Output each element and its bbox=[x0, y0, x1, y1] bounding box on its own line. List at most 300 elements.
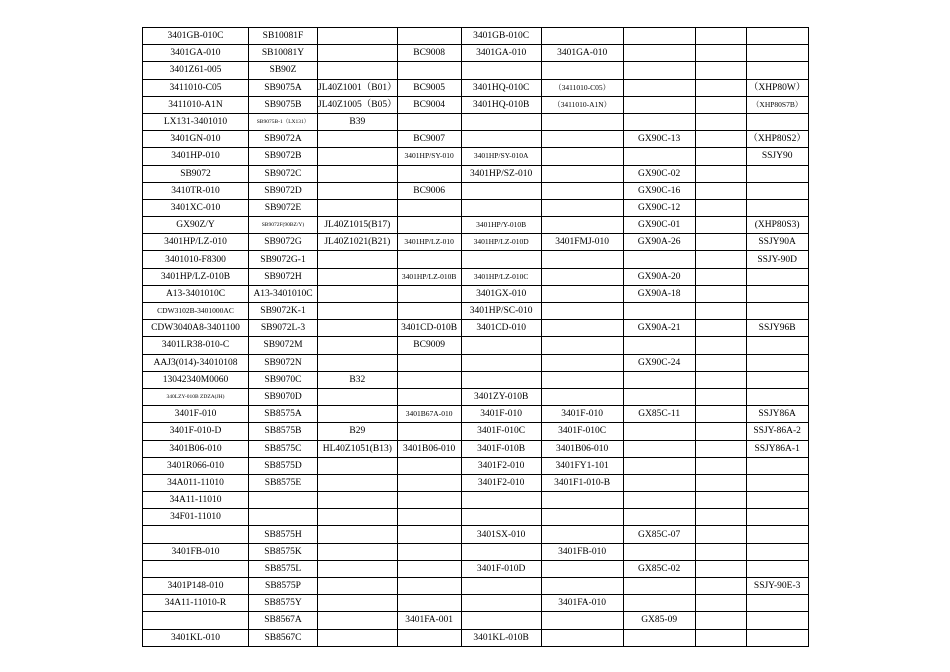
table-cell: 3401HP/SY-010A bbox=[461, 148, 541, 165]
table-cell: 3401P148-010 bbox=[143, 578, 249, 595]
table-cell bbox=[397, 423, 461, 440]
table-cell bbox=[695, 388, 746, 405]
table-cell: 3401F2-010 bbox=[461, 474, 541, 491]
table-cell bbox=[695, 629, 746, 646]
table-cell: LX131-3401010 bbox=[143, 113, 249, 130]
table-cell: AAJ3(014)-34010108 bbox=[143, 354, 249, 371]
table-cell bbox=[695, 217, 746, 234]
table-row bbox=[143, 526, 809, 543]
table-cell: SB8567A bbox=[249, 612, 318, 629]
table-row bbox=[143, 251, 809, 268]
table-cell bbox=[397, 526, 461, 543]
table-cell: 3401CD-010 bbox=[461, 320, 541, 337]
table-cell: CDW3040A8-3401100 bbox=[143, 320, 249, 337]
table-cell bbox=[623, 79, 695, 96]
table-cell bbox=[623, 251, 695, 268]
table-cell: SSJY86A bbox=[746, 406, 808, 423]
table-cell: SSJY86A-1 bbox=[746, 440, 808, 457]
table-cell bbox=[746, 45, 808, 62]
table-cell bbox=[318, 526, 398, 543]
table-cell: SB8575H bbox=[249, 526, 318, 543]
table-cell bbox=[397, 560, 461, 577]
table-row bbox=[143, 388, 809, 405]
table-row bbox=[143, 406, 809, 423]
table-cell bbox=[318, 457, 398, 474]
table-cell: SB8575P bbox=[249, 578, 318, 595]
table-cell bbox=[397, 354, 461, 371]
table-cell: SB8575B bbox=[249, 423, 318, 440]
table-cell bbox=[318, 492, 398, 509]
table-cell bbox=[318, 406, 398, 423]
table-cell: SB90Z bbox=[249, 62, 318, 79]
table-cell bbox=[318, 474, 398, 491]
table-cell: 3401GA-010 bbox=[461, 45, 541, 62]
table-cell bbox=[541, 337, 623, 354]
table-cell: 3401GA-010 bbox=[541, 45, 623, 62]
table-cell bbox=[318, 131, 398, 148]
table-cell: GX90C-12 bbox=[623, 199, 695, 216]
table-cell bbox=[541, 492, 623, 509]
table-cell bbox=[318, 165, 398, 182]
table-cell: 3401GB-010C bbox=[143, 28, 249, 45]
table-cell bbox=[623, 388, 695, 405]
table-cell: 3401F-010B bbox=[461, 440, 541, 457]
table-cell: 3401HP/SZ-010 bbox=[461, 165, 541, 182]
table-cell bbox=[623, 509, 695, 526]
table-cell bbox=[746, 113, 808, 130]
table-cell bbox=[397, 492, 461, 509]
table-cell bbox=[746, 595, 808, 612]
table-cell bbox=[623, 492, 695, 509]
table-cell: SB10081Y bbox=[249, 45, 318, 62]
table-cell bbox=[143, 526, 249, 543]
table-row bbox=[143, 337, 809, 354]
table-cell: SB8567C bbox=[249, 629, 318, 646]
table-row bbox=[143, 234, 809, 251]
table-cell bbox=[318, 28, 398, 45]
table-cell: GX90C-02 bbox=[623, 165, 695, 182]
table-cell bbox=[695, 474, 746, 491]
table-cell bbox=[397, 474, 461, 491]
table-cell: 3401HP/LZ-010C bbox=[461, 268, 541, 285]
table-cell bbox=[541, 560, 623, 577]
table-cell bbox=[623, 474, 695, 491]
table-cell: BC9009 bbox=[397, 337, 461, 354]
table-cell: GX85C-11 bbox=[623, 406, 695, 423]
table-row bbox=[143, 285, 809, 302]
table-cell: SB9072E bbox=[249, 199, 318, 216]
table-cell bbox=[541, 371, 623, 388]
table-cell bbox=[461, 543, 541, 560]
table-cell: 3401FA-001 bbox=[397, 612, 461, 629]
table-cell: 13042340M0060 bbox=[143, 371, 249, 388]
table-cell bbox=[695, 371, 746, 388]
table-cell: JL40Z1001（B01） bbox=[318, 79, 398, 96]
table-cell bbox=[623, 423, 695, 440]
table-cell bbox=[318, 268, 398, 285]
table-cell: B29 bbox=[318, 423, 398, 440]
table-row bbox=[143, 474, 809, 491]
table-cell bbox=[318, 388, 398, 405]
table-cell: SB8575K bbox=[249, 543, 318, 560]
table-cell bbox=[461, 595, 541, 612]
table-cell: 3401LR38-010-C bbox=[143, 337, 249, 354]
table-cell bbox=[541, 320, 623, 337]
table-cell bbox=[746, 526, 808, 543]
table-cell: 3401R066-010 bbox=[143, 457, 249, 474]
table-cell: 34A11-11010-R bbox=[143, 595, 249, 612]
table-cell bbox=[461, 113, 541, 130]
table-cell bbox=[695, 578, 746, 595]
table-cell: 3401FB-010 bbox=[143, 543, 249, 560]
table-cell: SB8575A bbox=[249, 406, 318, 423]
table-cell bbox=[695, 595, 746, 612]
table-cell: 3411010-C05 bbox=[143, 79, 249, 96]
table-row bbox=[143, 578, 809, 595]
table-cell: 3401SX-010 bbox=[461, 526, 541, 543]
table-cell bbox=[461, 251, 541, 268]
table-cell: GX90A-26 bbox=[623, 234, 695, 251]
table-cell bbox=[397, 199, 461, 216]
table-cell bbox=[541, 526, 623, 543]
table-cell bbox=[623, 371, 695, 388]
table-cell: SB9075A bbox=[249, 79, 318, 96]
table-cell: BC9007 bbox=[397, 131, 461, 148]
table-cell bbox=[318, 199, 398, 216]
table-cell bbox=[461, 62, 541, 79]
table-cell bbox=[695, 526, 746, 543]
table-cell bbox=[695, 423, 746, 440]
table-cell bbox=[318, 45, 398, 62]
table-cell bbox=[746, 285, 808, 302]
table-cell bbox=[623, 96, 695, 113]
table-cell: 34A011-11010 bbox=[143, 474, 249, 491]
table-cell bbox=[695, 337, 746, 354]
table-cell bbox=[461, 199, 541, 216]
table-cell: SSJY-90E-3 bbox=[746, 578, 808, 595]
table-cell bbox=[541, 354, 623, 371]
table-cell bbox=[461, 612, 541, 629]
table-cell: 3401F1-010-B bbox=[541, 474, 623, 491]
table-cell: SB9072G-1 bbox=[249, 251, 318, 268]
table-cell: BC9005 bbox=[397, 79, 461, 96]
table-cell: 3401XC-010 bbox=[143, 199, 249, 216]
table-row bbox=[143, 217, 809, 234]
table-row bbox=[143, 440, 809, 457]
table-cell bbox=[623, 45, 695, 62]
table-cell bbox=[746, 371, 808, 388]
table-cell bbox=[318, 354, 398, 371]
table-cell: SB9070C bbox=[249, 371, 318, 388]
table-cell bbox=[746, 629, 808, 646]
table-cell: 3401HQ-010B bbox=[461, 96, 541, 113]
table-cell: GX90C-24 bbox=[623, 354, 695, 371]
table-row bbox=[143, 595, 809, 612]
table-cell: 3401F-010C bbox=[461, 423, 541, 440]
table-cell: SSJY-90D bbox=[746, 251, 808, 268]
table-cell: SB9072K-1 bbox=[249, 303, 318, 320]
table-cell bbox=[397, 285, 461, 302]
table-cell: SB9072H bbox=[249, 268, 318, 285]
table-cell bbox=[695, 113, 746, 130]
table-row bbox=[143, 165, 809, 182]
table-cell: 3401F-010 bbox=[461, 406, 541, 423]
table-cell: 3401GB-010C bbox=[461, 28, 541, 45]
table-cell bbox=[397, 543, 461, 560]
table-cell bbox=[397, 251, 461, 268]
table-cell bbox=[695, 354, 746, 371]
table-cell: B32 bbox=[318, 371, 398, 388]
table-cell bbox=[143, 560, 249, 577]
table-cell bbox=[541, 113, 623, 130]
table-cell: GX90A-18 bbox=[623, 285, 695, 302]
parts-table bbox=[142, 27, 809, 647]
table-cell: GX85C-02 bbox=[623, 560, 695, 577]
table-cell: 3401GA-010 bbox=[143, 45, 249, 62]
table-cell bbox=[695, 79, 746, 96]
table-cell bbox=[541, 62, 623, 79]
table-cell: （XHP80S2） bbox=[746, 131, 808, 148]
table-cell bbox=[318, 303, 398, 320]
table-cell: BC9004 bbox=[397, 96, 461, 113]
table-cell bbox=[746, 543, 808, 560]
table-row bbox=[143, 423, 809, 440]
table-cell bbox=[541, 388, 623, 405]
table-cell bbox=[397, 165, 461, 182]
table-cell: 3401010-F8300 bbox=[143, 251, 249, 268]
table-cell: SB9070D bbox=[249, 388, 318, 405]
table-cell: JL40Z1015(B17) bbox=[318, 217, 398, 234]
table-cell: 3401FA-010 bbox=[541, 595, 623, 612]
table-cell: 3401HP/SY-010 bbox=[397, 148, 461, 165]
table-cell: 3401F-010-D bbox=[143, 423, 249, 440]
table-cell: 3401ZY-010B bbox=[461, 388, 541, 405]
table-cell bbox=[249, 492, 318, 509]
table-cell bbox=[623, 28, 695, 45]
table-cell bbox=[695, 165, 746, 182]
table-cell: JL40Z1005（B05） bbox=[318, 96, 398, 113]
table-cell bbox=[318, 182, 398, 199]
table-cell bbox=[541, 182, 623, 199]
table-cell bbox=[695, 96, 746, 113]
table-cell: A13-3401010C bbox=[249, 285, 318, 302]
table-cell: HL40Z1051(B13) bbox=[318, 440, 398, 457]
table-cell bbox=[695, 406, 746, 423]
table-cell bbox=[746, 492, 808, 509]
table-cell bbox=[318, 251, 398, 268]
table-cell bbox=[143, 612, 249, 629]
table-cell: （3411010-C05） bbox=[541, 79, 623, 96]
table-cell bbox=[623, 595, 695, 612]
table-cell bbox=[461, 578, 541, 595]
table-cell bbox=[318, 62, 398, 79]
table-row bbox=[143, 509, 809, 526]
table-cell bbox=[746, 268, 808, 285]
table-cell: 3401F-010 bbox=[143, 406, 249, 423]
table-cell: 3411010-A1N bbox=[143, 96, 249, 113]
table-cell bbox=[746, 303, 808, 320]
table-cell bbox=[541, 612, 623, 629]
table-cell bbox=[461, 354, 541, 371]
table-cell: SB8575C bbox=[249, 440, 318, 457]
table-cell: GX85-09 bbox=[623, 612, 695, 629]
table-cell bbox=[541, 251, 623, 268]
table-cell bbox=[746, 337, 808, 354]
table-row bbox=[143, 612, 809, 629]
table-cell bbox=[397, 62, 461, 79]
table-cell: SB9072F(90BZ/Y) bbox=[249, 217, 318, 234]
table-cell bbox=[623, 62, 695, 79]
table-cell: CDW3102B-3401000AC bbox=[143, 303, 249, 320]
table-cell: B39 bbox=[318, 113, 398, 130]
table-cell: SB9072G bbox=[249, 234, 318, 251]
table-cell bbox=[461, 337, 541, 354]
table-cell: 34F01-11010 bbox=[143, 509, 249, 526]
table-cell bbox=[623, 543, 695, 560]
table-cell bbox=[397, 509, 461, 526]
table-cell: 3401Z61-005 bbox=[143, 62, 249, 79]
table-cell bbox=[623, 457, 695, 474]
table-cell bbox=[397, 595, 461, 612]
table-cell: 3401FB-010 bbox=[541, 543, 623, 560]
table-cell bbox=[397, 113, 461, 130]
table-cell: SB9072M bbox=[249, 337, 318, 354]
table-cell: 340LZY-010B ZDZA(JH) bbox=[143, 388, 249, 405]
table-cell bbox=[695, 303, 746, 320]
table-cell: SB9072A bbox=[249, 131, 318, 148]
table-cell bbox=[318, 148, 398, 165]
table-cell: SSJY-86A-2 bbox=[746, 423, 808, 440]
table-cell bbox=[695, 268, 746, 285]
table-cell bbox=[541, 199, 623, 216]
table-cell bbox=[695, 148, 746, 165]
table-cell: SB9072B bbox=[249, 148, 318, 165]
table-cell: 3401F-010 bbox=[541, 406, 623, 423]
table-cell bbox=[397, 629, 461, 646]
table-cell bbox=[746, 62, 808, 79]
table-cell bbox=[318, 509, 398, 526]
table-cell: SB9072 bbox=[143, 165, 249, 182]
table-cell: 3401GN-010 bbox=[143, 131, 249, 148]
table-cell: 3401B06-010 bbox=[143, 440, 249, 457]
table-cell: GX85C-07 bbox=[623, 526, 695, 543]
table-row bbox=[143, 148, 809, 165]
table-cell: (XHP80S3) bbox=[746, 217, 808, 234]
table-row bbox=[143, 560, 809, 577]
table-cell: 3401HP/Y-010B bbox=[461, 217, 541, 234]
table-cell bbox=[623, 337, 695, 354]
table-cell bbox=[541, 268, 623, 285]
table-cell: SB9075B-1（LX131） bbox=[249, 113, 318, 130]
table-cell bbox=[318, 285, 398, 302]
table-row bbox=[143, 28, 809, 45]
table-cell bbox=[623, 113, 695, 130]
table-cell bbox=[397, 303, 461, 320]
table-row bbox=[143, 492, 809, 509]
table-cell bbox=[695, 509, 746, 526]
table-cell bbox=[746, 560, 808, 577]
table-row bbox=[143, 457, 809, 474]
table-cell: GX90A-20 bbox=[623, 268, 695, 285]
table-row bbox=[143, 303, 809, 320]
table-cell bbox=[695, 560, 746, 577]
table-cell bbox=[541, 285, 623, 302]
table-cell bbox=[318, 612, 398, 629]
table-cell: 3401B67A-010 bbox=[397, 406, 461, 423]
table-cell: SB8575Y bbox=[249, 595, 318, 612]
table-cell: SSJY90A bbox=[746, 234, 808, 251]
table-row bbox=[143, 182, 809, 199]
table-cell: SB8575D bbox=[249, 457, 318, 474]
table-row bbox=[143, 62, 809, 79]
table-cell: 3401F2-010 bbox=[461, 457, 541, 474]
table-cell: 3401KL-010B bbox=[461, 629, 541, 646]
table-cell bbox=[746, 612, 808, 629]
table-cell bbox=[746, 28, 808, 45]
table-cell bbox=[695, 612, 746, 629]
table-cell: SB8575L bbox=[249, 560, 318, 577]
table-row bbox=[143, 96, 809, 113]
table-cell bbox=[541, 629, 623, 646]
table-cell bbox=[746, 509, 808, 526]
table-row bbox=[143, 131, 809, 148]
table-cell bbox=[318, 320, 398, 337]
table-cell: 3401B06-010 bbox=[541, 440, 623, 457]
table-cell: BC9008 bbox=[397, 45, 461, 62]
table-cell: 3410TR-010 bbox=[143, 182, 249, 199]
table-cell: 3401HP/LZ-010B bbox=[143, 268, 249, 285]
table-cell bbox=[541, 578, 623, 595]
table-row bbox=[143, 629, 809, 646]
table-cell bbox=[461, 131, 541, 148]
table-row bbox=[143, 45, 809, 62]
table-cell bbox=[397, 28, 461, 45]
table-cell bbox=[318, 595, 398, 612]
table-cell bbox=[461, 371, 541, 388]
table-cell bbox=[746, 182, 808, 199]
table-cell bbox=[695, 45, 746, 62]
table-row bbox=[143, 268, 809, 285]
table-cell: BC9006 bbox=[397, 182, 461, 199]
table-cell: （XHP80W） bbox=[746, 79, 808, 96]
table-cell bbox=[397, 388, 461, 405]
table-cell bbox=[695, 457, 746, 474]
table-cell: JL40Z1021(B21) bbox=[318, 234, 398, 251]
table-cell bbox=[695, 199, 746, 216]
table-cell: 3401CD-010B bbox=[397, 320, 461, 337]
table-cell bbox=[397, 457, 461, 474]
table-row bbox=[143, 199, 809, 216]
table-cell: 3401HP/LZ-010 bbox=[397, 234, 461, 251]
table-cell bbox=[623, 303, 695, 320]
table-row bbox=[143, 354, 809, 371]
table-cell bbox=[541, 217, 623, 234]
table-cell bbox=[541, 28, 623, 45]
table-cell bbox=[541, 165, 623, 182]
table-cell: SSJY96B bbox=[746, 320, 808, 337]
table-cell bbox=[541, 148, 623, 165]
table-cell bbox=[318, 578, 398, 595]
table-cell bbox=[318, 543, 398, 560]
table-cell: SB9072N bbox=[249, 354, 318, 371]
table-cell bbox=[397, 578, 461, 595]
table-cell bbox=[318, 337, 398, 354]
table-cell bbox=[461, 509, 541, 526]
table-cell: SSJY90 bbox=[746, 148, 808, 165]
table-row bbox=[143, 543, 809, 560]
table-cell bbox=[746, 388, 808, 405]
table-cell: 3401GX-010 bbox=[461, 285, 541, 302]
